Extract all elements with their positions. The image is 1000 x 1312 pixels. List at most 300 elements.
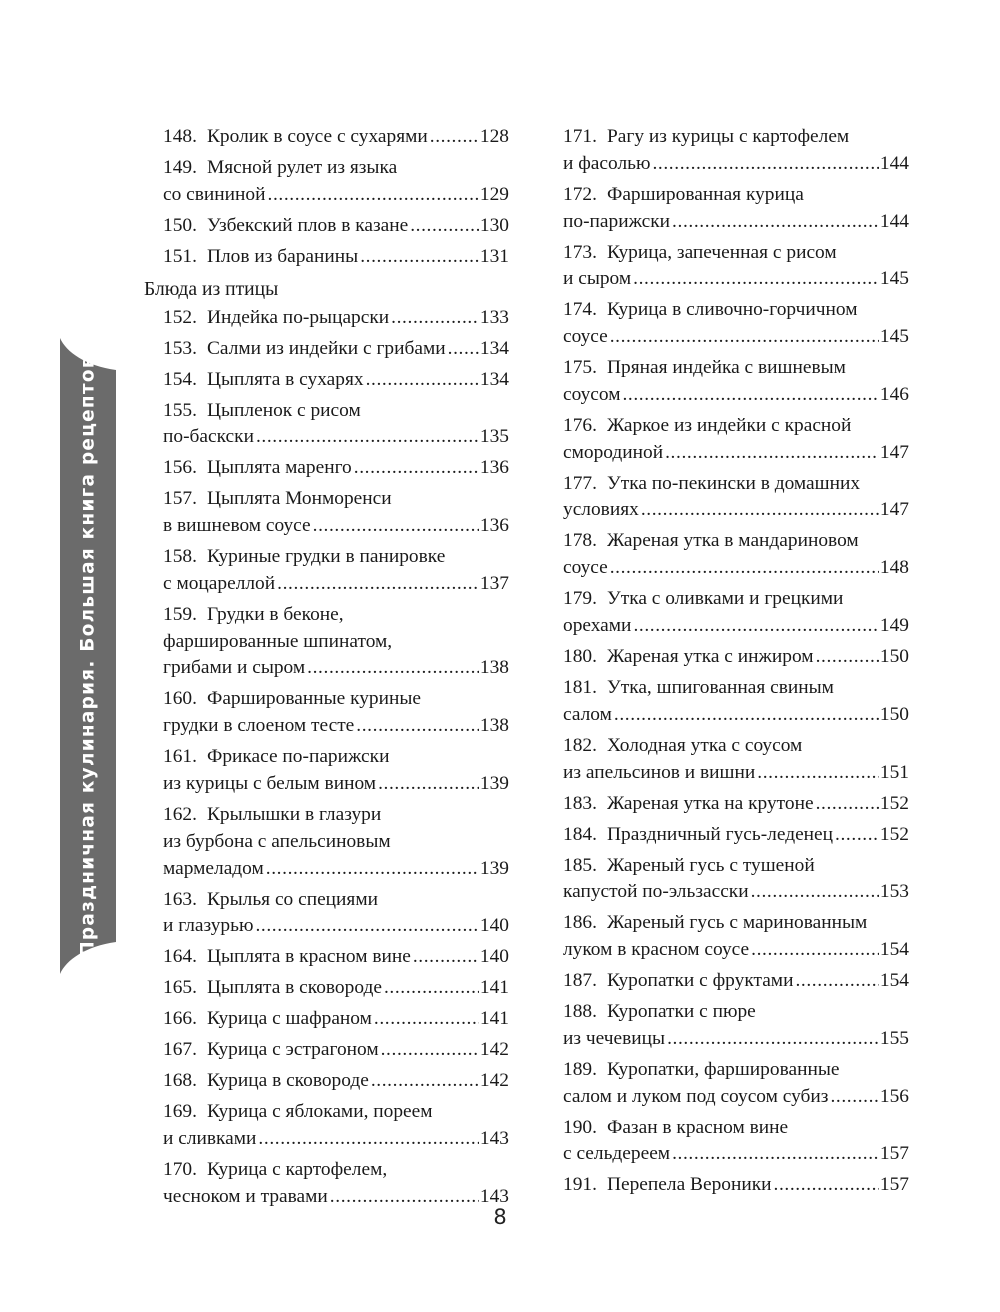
toc-entry-title: по-парижски [563, 210, 671, 232]
toc-entry-page: 134 [479, 368, 509, 390]
dot-leader [610, 555, 879, 582]
toc-entry-line [163, 367, 509, 394]
dot-leader [633, 613, 878, 640]
toc-entry-title: Цыпленок с рисом [207, 399, 361, 421]
toc-entry [563, 791, 909, 818]
toc-entry-number: 184. [563, 823, 597, 845]
toc-entry-title: Салми из индейки с грибами [207, 337, 446, 359]
dot-leader [430, 124, 479, 151]
toc-entry [163, 455, 509, 482]
toc-entry-line [563, 440, 909, 467]
toc-entry [163, 802, 509, 882]
toc-entry-line [563, 324, 909, 351]
toc-entry-line [563, 760, 909, 787]
toc-entry-line [163, 1157, 509, 1184]
toc-entry-page: 131 [479, 245, 509, 267]
toc-entry-title: из чечевицы [563, 1027, 666, 1049]
toc-entry-number: 183. [563, 792, 597, 814]
toc-entry-line [563, 613, 909, 640]
toc-entry [163, 1037, 509, 1064]
toc-entry-page: 140 [479, 946, 509, 968]
toc-entry-title: салом [563, 703, 612, 725]
toc-entry-title: Цыплята в красном вине [207, 946, 411, 968]
toc-entry-page: 150 [879, 703, 909, 725]
toc-entry-page: 155 [879, 1027, 909, 1049]
toc-entry-line [163, 771, 509, 798]
toc-entry-page: 146 [879, 383, 909, 405]
toc-entry-line [563, 555, 909, 582]
toc-entry-line [163, 1037, 509, 1064]
toc-entry-line [163, 975, 509, 1002]
toc-entry-title: капустой по-эльзасски [563, 881, 749, 903]
toc-entry-page: 138 [479, 715, 509, 737]
toc-entry-title: по-баскски [163, 426, 254, 448]
toc-entry-line [163, 629, 509, 656]
toc-entry-title: Жареный гусь с маринованным [607, 912, 868, 934]
dot-leader [672, 1141, 879, 1168]
toc-entry-title: смородиной [563, 441, 664, 463]
page-number: 8 [493, 1205, 507, 1229]
toc-entry-line [163, 802, 509, 829]
toc-entry-number: 175. [563, 357, 597, 379]
toc-entry-page: 142 [479, 1039, 509, 1061]
toc-entry-title: Утка, шпигованная свиным [607, 677, 834, 699]
toc-entry-line [163, 856, 509, 883]
toc-entry [163, 602, 509, 682]
toc-entry-page: 143 [479, 1185, 509, 1207]
toc-entry-line [563, 1026, 909, 1053]
toc-entry-page: 151 [879, 761, 909, 783]
toc-entry-page: 154 [879, 970, 909, 992]
toc-entry-line [563, 675, 909, 702]
dot-leader [751, 879, 879, 906]
toc-entry-line [563, 1084, 909, 1111]
toc-entry-line [163, 655, 509, 682]
toc-entry-page: 143 [479, 1128, 509, 1150]
toc-entry-line [563, 240, 909, 267]
toc-entry-title: Крылышки в глазури [207, 803, 382, 825]
toc-entry-line [163, 213, 509, 240]
toc-entry-number: 151. [163, 245, 197, 267]
dot-leader [384, 975, 479, 1002]
toc-entry [163, 1157, 509, 1211]
toc-entry-title: луком в красном соусе [563, 939, 750, 961]
toc-entry-line [163, 424, 509, 451]
toc-entry [563, 675, 909, 729]
dot-leader [374, 1006, 479, 1033]
toc-entry [163, 1068, 509, 1095]
toc-entry-line [163, 336, 509, 363]
toc-entry-line [163, 544, 509, 571]
toc-entry-title: Кролик в соусе с сухарями [207, 126, 428, 147]
dot-leader [665, 440, 879, 467]
toc-entry-page: 130 [479, 214, 509, 236]
toc-entry-title: соусом [563, 383, 621, 405]
toc-entry-line [563, 822, 909, 849]
toc-entry-title: Фазан в красном вине [607, 1116, 789, 1138]
toc-entry-line [163, 744, 509, 771]
toc-entry-page: 152 [879, 792, 909, 814]
toc-entry [563, 413, 909, 467]
toc-entry-title: Рагу из курицы с картофелем [607, 126, 850, 147]
toc-entry-line [563, 937, 909, 964]
toc-entry-line [563, 791, 909, 818]
toc-entry-number: 178. [563, 530, 597, 552]
toc-entry-number: 160. [163, 688, 197, 710]
toc-entry-title: Жареная утка с инжиром [607, 646, 814, 668]
dot-leader [391, 305, 479, 332]
toc-entry-line [163, 913, 509, 940]
toc-entry-line [563, 266, 909, 293]
dot-leader [830, 1084, 878, 1111]
toc-entry-number: 156. [163, 457, 197, 479]
toc-entry-line [563, 182, 909, 209]
toc-entry-title: условиях [563, 499, 639, 521]
dot-leader [622, 382, 878, 409]
toc-entry-page: 134 [479, 337, 509, 359]
toc-left-column [144, 124, 509, 1211]
toc-entry-line [563, 879, 909, 906]
dot-leader [381, 1037, 479, 1064]
toc-entry-page: 157 [879, 1174, 909, 1196]
toc-entry-title: чесноком и травами [163, 1185, 328, 1207]
toc-entry-title: Курица в сковороде [207, 1070, 369, 1092]
dot-leader [816, 644, 879, 671]
toc-entry-page: 139 [479, 857, 509, 879]
toc-entry-line [163, 713, 509, 740]
side-tab [60, 338, 116, 974]
toc-entry-title: и сливками [163, 1128, 257, 1150]
toc-entry-title: Пряная индейка с вишневым [607, 357, 846, 379]
toc-entry-title: Цыплята в сковороде [207, 977, 382, 999]
toc-entry [563, 644, 909, 671]
toc-entry-title: Куропатки с фруктами [607, 970, 794, 992]
toc-entry-line [563, 1141, 909, 1168]
toc-entry-title: Куриные грудки в панировке [207, 546, 446, 568]
dot-leader [757, 760, 879, 787]
toc-entry-title: и сыром [563, 268, 632, 290]
toc-entry-number: 148. [163, 126, 197, 147]
toc-entry-title: Жареная утка в мандариновом [607, 530, 859, 552]
toc-entry-title: Курица с эстрагоном [207, 1039, 379, 1061]
toc-entry-line [563, 702, 909, 729]
dot-leader [366, 367, 479, 394]
dot-leader [256, 424, 479, 451]
toc-entry-number: 154. [163, 368, 197, 390]
toc-entry [163, 155, 509, 209]
toc-entry-title: Узбекский плов в казане [207, 214, 409, 236]
section-heading: Блюда из птицы [144, 278, 279, 300]
toc-entry-line [563, 297, 909, 324]
dot-leader [816, 791, 879, 818]
dot-leader [255, 913, 478, 940]
toc-entry-number: 171. [563, 126, 597, 147]
toc-entry-line [563, 355, 909, 382]
toc-entry-title: Курица с картофелем, [207, 1159, 388, 1181]
toc-entry [163, 213, 509, 240]
toc-entry-number: 188. [563, 1001, 597, 1023]
toc-entry-number: 176. [563, 414, 597, 436]
toc-entry-line [563, 151, 909, 178]
toc-entry-title: Холодная утка с соусом [607, 734, 803, 756]
toc-entry [563, 586, 909, 640]
toc-entry-title: и фасолью [563, 152, 651, 174]
toc-entry-title: Куропатки с пюре [607, 1001, 756, 1023]
toc-entry-title: Курица с шафраном [207, 1008, 372, 1030]
dot-leader [360, 244, 479, 271]
toc-entry-page: 156 [879, 1085, 909, 1107]
toc-entry [163, 975, 509, 1002]
toc-entry-line [163, 686, 509, 713]
toc-entry [563, 853, 909, 907]
toc-entry-page: 149 [879, 615, 909, 637]
toc-entry-line [163, 155, 509, 182]
toc-entry-line [563, 1115, 909, 1142]
dot-leader [672, 209, 879, 236]
toc-entry-title: Цыплята Монморенси [207, 488, 392, 510]
toc-entry-title: соусе [563, 557, 608, 579]
toc-entry [563, 733, 909, 787]
toc-entry-page: 147 [879, 499, 909, 521]
toc-entry-line [163, 1099, 509, 1126]
dot-leader [307, 655, 479, 682]
toc-entry-line [563, 209, 909, 236]
toc-entry-line [563, 471, 909, 498]
dot-leader [774, 1172, 879, 1199]
toc-entry-page: 136 [479, 457, 509, 479]
toc-entry-title: грибами и сыром [163, 657, 306, 679]
toc-entry-number: 174. [563, 299, 597, 321]
dot-leader [268, 182, 479, 209]
toc-entry-number: 155. [163, 399, 197, 421]
toc-entry-title: Курица, запеченная с рисом [607, 241, 837, 263]
toc-entry [163, 686, 509, 740]
dot-leader [652, 151, 878, 178]
toc-entry-title: из бурбона с апельсиновым [163, 830, 391, 852]
toc-entry [163, 944, 509, 971]
toc-entry [563, 471, 909, 525]
toc-entry [163, 398, 509, 452]
toc-entry-page: 136 [479, 515, 509, 537]
toc-entry [163, 336, 509, 363]
toc-entry-page: 154 [879, 939, 909, 961]
toc-entry [563, 355, 909, 409]
toc-entry-title: Утка по-пекински в домашних [607, 472, 861, 494]
toc-entry-title: мармеладом [163, 857, 264, 879]
toc-entry-number: 172. [563, 183, 597, 205]
toc-entry-line [563, 910, 909, 937]
toc-entry [563, 240, 909, 294]
dot-leader [835, 822, 879, 849]
toc-entry-line [563, 1172, 909, 1199]
dot-leader [633, 266, 879, 293]
toc-entry-number: 164. [163, 946, 197, 968]
toc-entry-title: Грудки в беконе, [207, 603, 344, 625]
dot-leader [614, 702, 879, 729]
toc-entry-title: Жаркое из индейки с красной [607, 414, 852, 436]
toc-entry-page: 145 [879, 326, 909, 348]
toc-entry-number: 185. [563, 854, 597, 876]
toc-entry-number: 180. [563, 646, 597, 668]
toc-entry-line [163, 1126, 509, 1153]
toc-entry-page: 144 [879, 152, 909, 174]
toc-entry-number: 187. [563, 970, 597, 992]
toc-entry-title: Курица с яблоками, пореем [207, 1101, 433, 1123]
toc-entry-title: грудки в слоеном тесте [163, 715, 355, 737]
toc-entry-title: Праздничный гусь-леденец [607, 823, 834, 845]
toc-entry-page: 133 [479, 306, 509, 328]
toc-entry [163, 1006, 509, 1033]
toc-entry-line [163, 513, 509, 540]
toc-entry [163, 367, 509, 394]
toc-entry-number: 162. [163, 803, 197, 825]
toc-entry [563, 1172, 909, 1199]
toc-entry-page: 129 [479, 183, 509, 205]
toc-entry-page: 128 [479, 126, 509, 147]
toc-entry-page: 140 [479, 915, 509, 937]
toc-entry-number: 157. [163, 488, 197, 510]
toc-entry [563, 297, 909, 351]
toc-entry-number: 158. [163, 546, 197, 568]
toc-entry-number: 191. [563, 1174, 597, 1196]
toc-entry-page: 150 [879, 646, 909, 668]
toc-right-column [563, 124, 909, 1199]
toc-entry-number: 182. [563, 734, 597, 756]
toc-entry [163, 244, 509, 271]
toc-entry-line [163, 182, 509, 209]
dot-leader [313, 513, 479, 540]
dot-leader [413, 944, 479, 971]
toc-entry [563, 968, 909, 995]
dot-leader [378, 771, 479, 798]
dot-leader [354, 455, 479, 482]
toc-entry-number: 150. [163, 214, 197, 236]
toc-entry-line [163, 1068, 509, 1095]
toc-entry [563, 1115, 909, 1169]
toc-entry-title: фаршированные шпинатом, [163, 630, 393, 652]
toc-entry-page: 157 [879, 1143, 909, 1165]
dot-leader [277, 571, 479, 598]
toc-entry-line [163, 398, 509, 425]
toc-entry-title: орехами [563, 615, 632, 637]
toc-entry [563, 182, 909, 236]
toc-entry-number: 186. [563, 912, 597, 934]
toc-entry-title: Мясной рулет из языка [207, 156, 398, 178]
toc-entry-line [563, 733, 909, 760]
toc-entry-number: 152. [163, 306, 197, 328]
dot-leader [356, 713, 479, 740]
toc-entry [163, 744, 509, 798]
toc-entry-number: 177. [563, 472, 597, 494]
toc-entry-line [163, 124, 509, 151]
toc-entry-number: 189. [563, 1058, 597, 1080]
toc-entry-line [563, 497, 909, 524]
toc-entry [163, 124, 509, 151]
toc-entry-page: 147 [879, 441, 909, 463]
toc-entry-number: 149. [163, 156, 197, 178]
toc-entry-title: из апельсинов и вишни [563, 761, 756, 783]
toc-entry-page: 141 [479, 977, 509, 999]
dot-leader [258, 1126, 478, 1153]
toc-entry-number: 167. [163, 1039, 197, 1061]
toc-entry-title: с моцареллой [163, 572, 276, 594]
toc-entry-page: 139 [479, 772, 509, 794]
toc-entry-number: 173. [563, 241, 597, 263]
toc-entry-number: 153. [163, 337, 197, 359]
toc-entry-line [163, 305, 509, 332]
toc-entry-title: салом и луком под соусом субиз [563, 1085, 829, 1107]
toc-entry-number: 170. [163, 1159, 197, 1181]
toc-entry-line [163, 244, 509, 271]
dot-leader [448, 336, 479, 363]
toc-entry-title: Куропатки, фаршированные [607, 1058, 840, 1080]
toc-entry-title: Цыплята в сухарях [207, 368, 364, 390]
toc-entry-title: в вишневом соусе [163, 515, 311, 537]
toc-entry-number: 168. [163, 1070, 197, 1092]
toc-entry-page: 135 [479, 426, 509, 448]
toc-entry-title: из курицы с белым вином [163, 772, 377, 794]
toc-entry [563, 528, 909, 582]
toc-entry-title: Курица в сливочно-горчичном [607, 299, 858, 321]
toc-entry-line [563, 968, 909, 995]
toc-entry-number: 166. [163, 1008, 197, 1030]
toc-entry-number: 165. [163, 977, 197, 999]
toc-entry-title: Плов из баранины [207, 245, 359, 267]
toc-entry-title: Индейка по-рыцарски [207, 306, 390, 328]
toc-entry-title: с сельдереем [563, 1143, 671, 1165]
toc-entry-number: 179. [563, 588, 597, 610]
toc-entry-title: и глазурью [163, 915, 254, 937]
toc-entry-number: 163. [163, 888, 197, 910]
dot-leader [610, 324, 879, 351]
toc-entry [163, 544, 509, 598]
toc-entry [163, 1099, 509, 1153]
toc-entry-title: Жареная утка на крутоне [607, 792, 814, 814]
toc-entry-title: Крылья со специями [207, 888, 379, 910]
toc-entry-page: 148 [879, 557, 909, 579]
toc-entry-line [563, 413, 909, 440]
toc-entry-line [163, 486, 509, 513]
toc-entry-line [163, 887, 509, 914]
toc-entry-number: 169. [163, 1101, 197, 1123]
toc-entry-number: 161. [163, 746, 197, 768]
toc-entry [163, 305, 509, 332]
toc-entry-title: соусе [563, 326, 608, 348]
toc-entry-title: Фрикасе по-парижски [207, 746, 390, 768]
toc-entry-number: 159. [163, 603, 197, 625]
toc-entry-line [163, 571, 509, 598]
toc-entry [163, 486, 509, 540]
toc-entry-line [563, 1057, 909, 1084]
toc-entry-line [563, 528, 909, 555]
toc-entry [563, 124, 909, 178]
dot-leader [410, 213, 479, 240]
toc-entry-line [163, 944, 509, 971]
toc-entry-page: 142 [479, 1070, 509, 1092]
dot-leader [751, 937, 879, 964]
toc-entry-title: Жареный гусь с тушеной [607, 854, 815, 876]
toc-entry-title: Перепела Вероники [607, 1174, 772, 1196]
toc-entry-page: 137 [479, 572, 509, 594]
dot-leader [641, 497, 879, 524]
dot-leader [371, 1068, 479, 1095]
toc-entry-line [163, 829, 509, 856]
dot-leader [795, 968, 878, 995]
toc-entry-page: 138 [479, 657, 509, 679]
toc-entry-page: 145 [879, 268, 909, 290]
toc-entry-number: 190. [563, 1116, 597, 1138]
toc-entry [563, 999, 909, 1053]
